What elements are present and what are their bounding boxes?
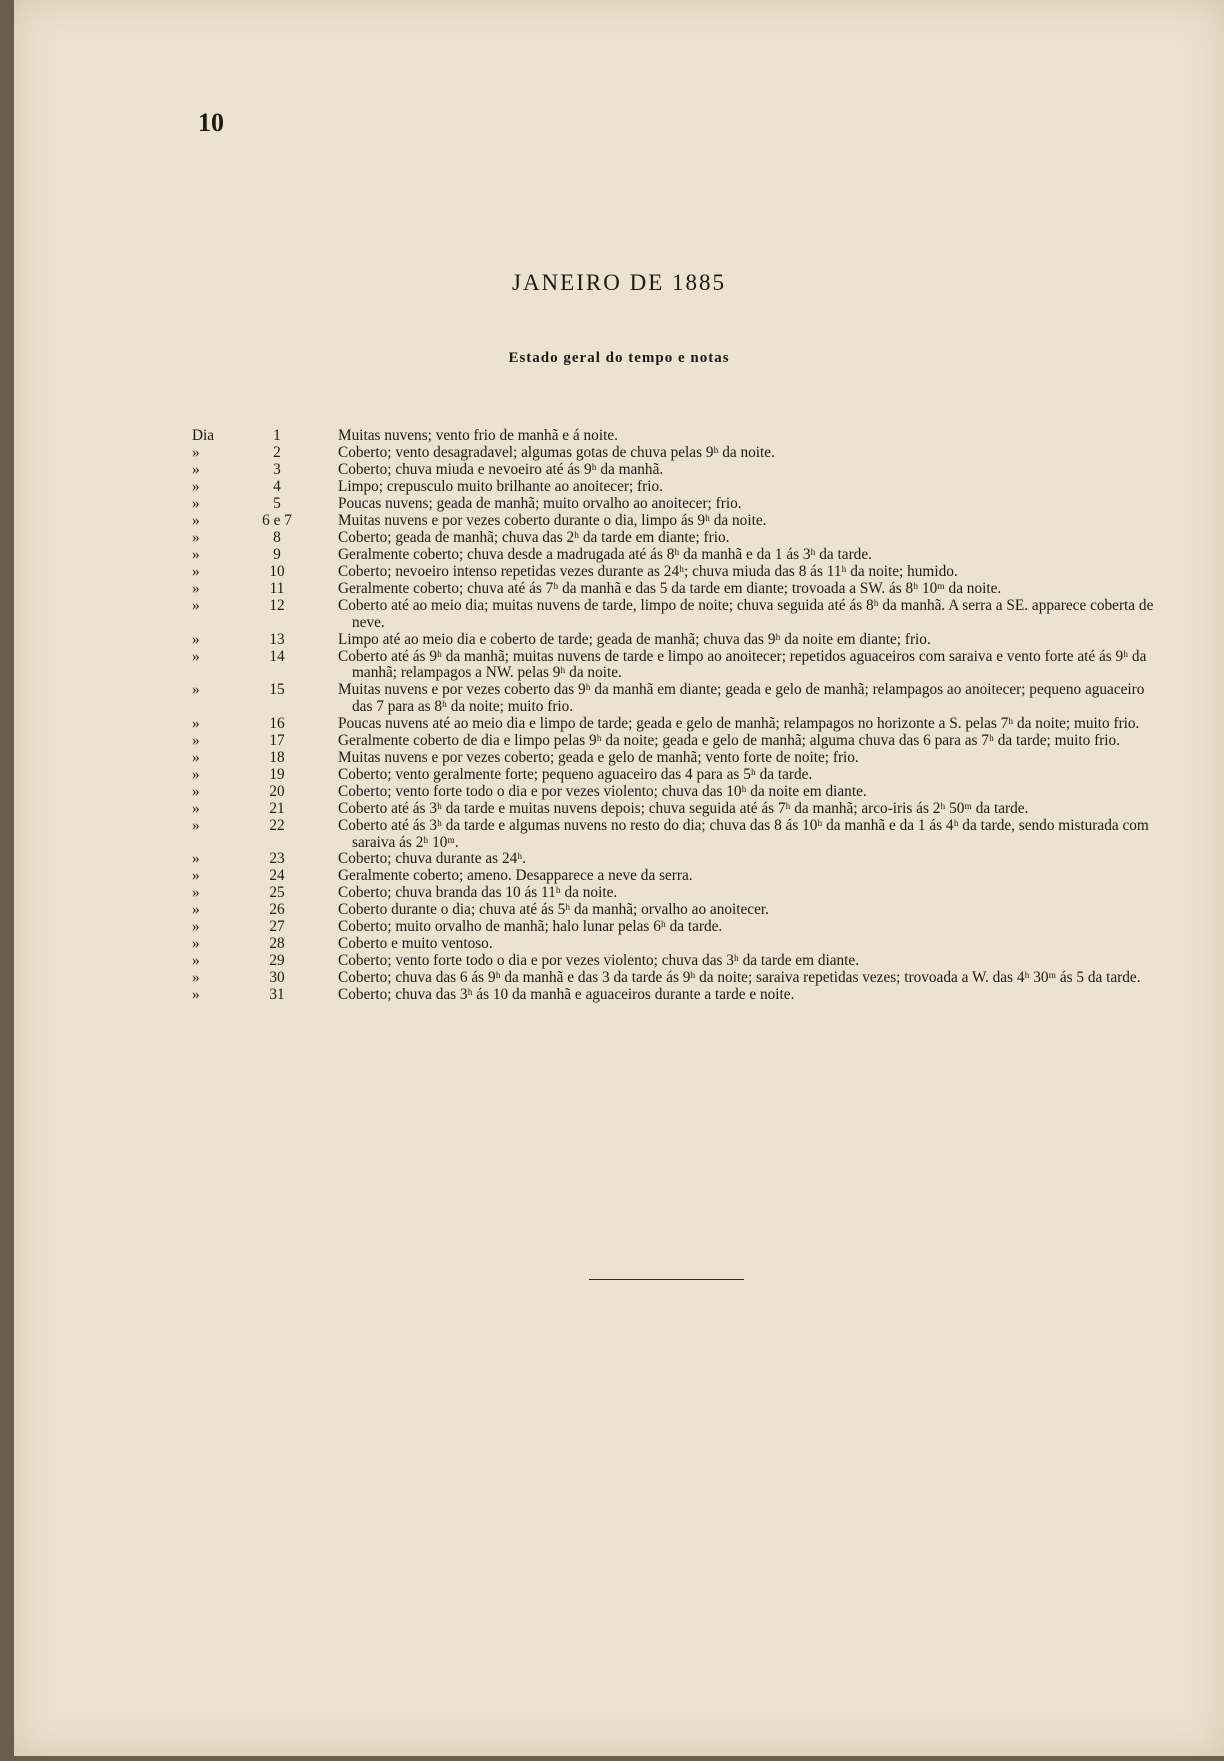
list-item [14,564,1224,581]
entry-note: Coberto até ao meio dia; muitas nuvens de tarde, limpo de noite; chuva seguida até ás 8ʰ da manhã. A serra a SE. apparece coberta de neve. [338,597,1154,631]
entry-day: 24 [269,867,285,885]
list-item [14,868,1224,885]
list-item [14,547,1224,564]
list-item [14,716,1224,733]
entry-day: 1 [273,427,281,444]
entry-day: 23 [269,850,285,868]
entry-day: 13 [269,630,285,648]
entry-note: Coberto e muito ventoso. [338,935,493,953]
list-item [14,479,1224,496]
entry-label: » [192,952,200,970]
entry-label: » [192,765,200,783]
document-page [14,0,1224,1756]
entry-label: » [192,850,200,868]
entry-day: 21 [269,799,285,817]
entry-day: 9 [273,546,281,563]
entry-label: » [192,867,200,885]
entry-day: 5 [273,495,281,512]
entry-note: Coberto; chuva durante as 24ʰ. [338,850,526,868]
list-item [14,682,1224,716]
entry-note: Coberto; chuva branda das 10 ás 11ʰ da noite. [338,884,618,902]
entry-note: Limpo; crepusculo muito brilhante ao anoitecer; frio. [338,478,663,495]
list-item [14,902,1224,919]
entry-note: Coberto até ás 3ʰ da tarde e algumas nuvens no resto do dia; chuva das 8 ás 10ʰ da manhã e da 1 ás 4ʰ da tarde, sendo misturada com saraiva ás 2ʰ 10ᵐ. [338,816,1149,851]
list-item [14,851,1224,868]
list-item [14,885,1224,902]
entry-day: 2 [273,444,281,461]
list-item [14,649,1224,683]
entry-note: Limpo até ao meio dia e coberto de tarde; geada de manhã; chuva das 9ʰ da noite em diante; frio. [338,630,931,648]
entry-day: 29 [269,952,285,970]
list-item [14,632,1224,649]
entry-label: » [192,986,200,1004]
entry-label: » [192,935,200,953]
entry-day: 11 [269,580,285,597]
entry-label: » [192,714,200,732]
entry-day: 22 [269,816,285,834]
entry-note: Coberto; muito orvalho de manhã; halo lunar pelas 6ʰ da tarde. [338,918,723,936]
entry-note: Poucas nuvens até ao meio dia e limpo de tarde; geada e gelo de manhã; relampagos no horizonte a S. pelas 7ʰ da noite; muito frio. [338,714,1140,732]
entry-label: » [192,630,200,648]
entry-note: Coberto até ás 3ʰ da tarde e muitas nuvens depois; chuva seguida até ás 7ʰ da manhã; arco-iris ás 2ʰ 50ᵐ da tarde. [338,799,1029,817]
entry-day: 25 [269,884,285,902]
entry-day: 4 [273,478,281,495]
entry-note: Coberto; chuva das 6 ás 9ʰ da manhã e das 3 da tarde ás 9ʰ da noite; saraiva repetidas vezes; trovoada a W. das 4ʰ 30ᵐ ás 5 da tarde. [338,969,1141,987]
list-item [14,581,1224,598]
entry-note: Muitas nuvens e por vezes coberto durante o dia, limpo ás 9ʰ da noite. [338,512,767,529]
entry-note: Coberto; vento geralmente forte; pequeno aguaceiro das 4 para as 5ʰ da tarde. [338,765,813,783]
list-item [14,818,1224,852]
entry-day: 31 [269,986,285,1004]
entry-note: Muitas nuvens; vento frio de manhã e á noite. [338,427,618,444]
entry-note: Coberto até ás 9ʰ da manhã; muitas nuvens de tarde e limpo ao anoitecer; repetidos aguaceiros com saraiva e vento forte até ás 9ʰ da manhã; relampagos a NW. pelas 9ʰ da noite. [338,647,1147,682]
entry-label: » [192,918,200,936]
entry-day: 27 [269,918,285,936]
entry-day: 28 [269,935,285,953]
entry-label: » [192,969,200,987]
entry-note: Coberto; chuva miuda e nevoeiro até ás 9ʰ da manhã. [338,461,664,478]
list-item [14,750,1224,767]
weather-notes-list [14,428,1224,1004]
list-item [14,462,1224,479]
entry-day: 10 [269,563,285,580]
section-subtitle: Estado geral do tempo e notas [508,350,730,366]
entry-label: » [192,681,200,699]
list-item [14,513,1224,530]
entry-label: » [192,546,200,563]
entry-day: 16 [269,714,285,732]
entry-day: 18 [269,748,285,766]
entry-day: 8 [273,529,281,546]
list-item [14,496,1224,513]
entry-label: » [192,816,200,834]
entry-day: 17 [269,731,285,749]
entry-label: » [192,782,200,800]
entry-label: » [192,901,200,919]
entry-label: » [192,495,200,512]
list-item [14,970,1224,987]
entry-label: Dia [192,427,215,444]
entry-label: » [192,748,200,766]
entry-day: 20 [269,782,285,800]
entry-note: Coberto durante o dia; chuva até ás 5ʰ da manhã; orvalho ao anoitecer. [338,901,769,919]
entry-day: 6 e 7 [262,512,292,529]
closing-rule [589,1279,744,1280]
entry-day: 19 [269,765,285,783]
entry-note: Coberto; vento forte todo o dia e por vezes violento; chuva das 3ʰ da tarde em diante. [338,952,860,970]
list-item [14,767,1224,784]
list-item [14,598,1224,632]
entry-label: » [192,444,200,461]
entry-note: Geralmente coberto de dia e limpo pelas 9ʰ da noite; geada e gelo de manhã; alguma chuva das 6 para as 7ʰ da tarde; muito frio. [338,731,1121,749]
entry-note: Coberto; geada de manhã; chuva das 2ʰ da tarde em diante; frio. [338,529,730,546]
entry-label: » [192,597,200,614]
entry-day: 14 [269,647,285,665]
entry-note: Geralmente coberto; ameno. Desapparece a neve da serra. [338,867,693,885]
entry-day: 12 [269,597,285,614]
entry-note: Geralmente coberto; chuva até ás 7ʰ da manhã e das 5 da tarde em diante; trovoada a SW. ás 8ʰ 10ᵐ da noite. [338,580,1002,597]
entry-label: » [192,647,200,665]
entry-note: Poucas nuvens; geada de manhã; muito orvalho ao anoitecer; frio. [338,495,742,512]
entry-label: » [192,799,200,817]
entry-label: » [192,478,200,495]
list-item [14,428,1224,445]
entry-label: » [192,563,200,580]
entry-note: Coberto; chuva das 3ʰ ás 10 da manhã e aguaceiros durante a tarde e noite. [338,986,795,1004]
list-item [14,919,1224,936]
entry-day: 30 [269,969,285,987]
list-item [14,801,1224,818]
entry-note: Muitas nuvens e por vezes coberto; geada e gelo de manhã; vento forte de noite; frio. [338,748,859,766]
list-item [14,936,1224,953]
entry-label: » [192,731,200,749]
entry-note: Coberto; vento forte todo o dia e por vezes violento; chuva das 10ʰ da noite em diante. [338,782,867,800]
list-item [14,445,1224,462]
entry-day: 15 [269,681,285,699]
entry-note: Geralmente coberto; chuva desde a madrugada até ás 8ʰ da manhã e da 1 ás 3ʰ da tarde. [338,546,872,563]
list-item [14,733,1224,750]
entry-day: 3 [273,461,281,478]
entry-label: » [192,461,200,478]
page-title: JANEIRO DE 1885 [512,270,726,295]
list-item [14,987,1224,1004]
entry-label: » [192,884,200,902]
page-number: 10 [198,108,224,137]
list-item [14,953,1224,970]
entry-note: Muitas nuvens e por vezes coberto das 9ʰ da manhã em diante; geada e gelo de manhã; relampagos ao anoitecer; pequeno aguaceiro das 7 para as 8ʰ da noite; muito frio. [338,681,1145,715]
list-item [14,784,1224,801]
entry-day: 26 [269,901,285,919]
entry-label: » [192,529,200,546]
entry-note: Coberto; vento desagradavel; algumas gotas de chuva pelas 9ʰ da noite. [338,444,775,461]
entry-label: » [192,512,200,529]
entry-note: Coberto; nevoeiro intenso repetidas vezes durante as 24ʰ; chuva miuda das 8 ás 11ʰ da noite; humido. [338,563,958,580]
list-item [14,530,1224,547]
entry-label: » [192,580,200,597]
